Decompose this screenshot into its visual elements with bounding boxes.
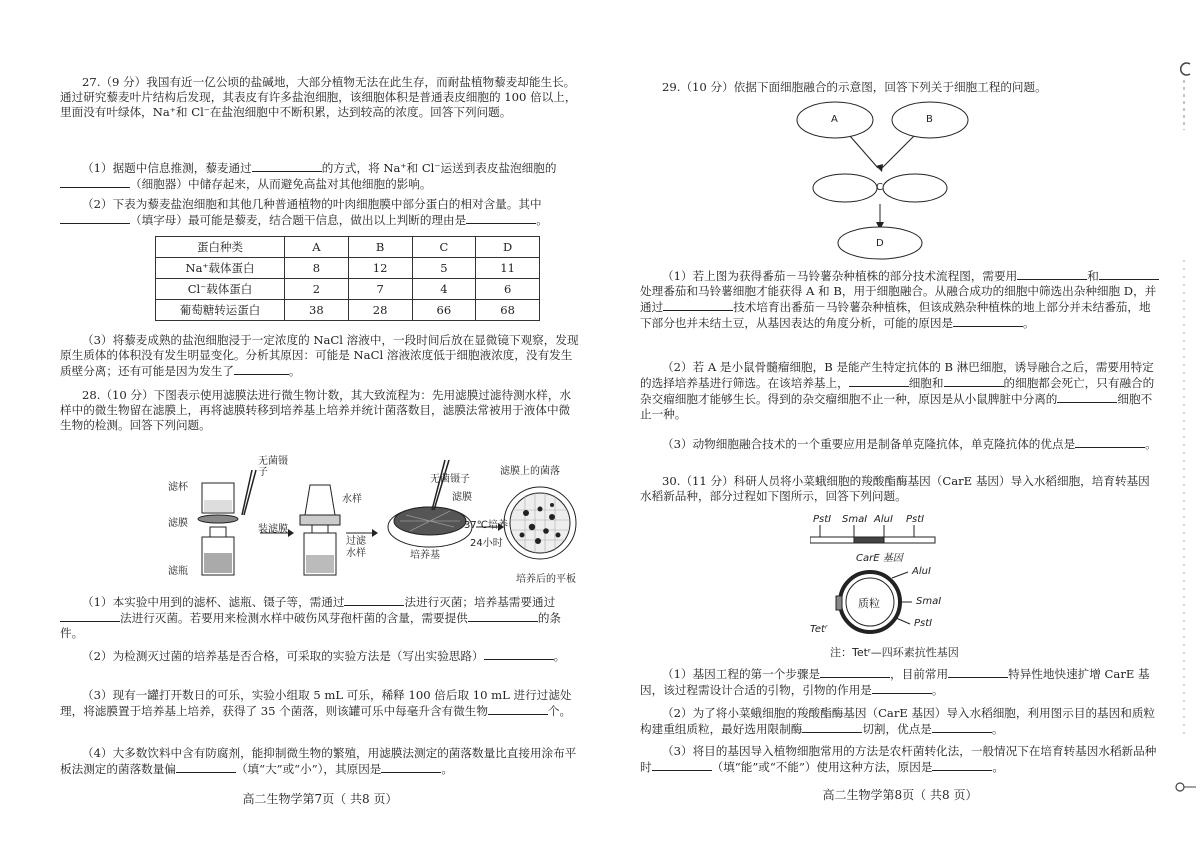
q29-part2: （2）若 A 是小鼠骨髓瘤细胞，B 是能产生特定抗体的 B 淋巴细胞，诱导融合之后，需要用特定的选择培养基进行筛选。在该培养基上， 细胞和 的细胞都会死亡，只有融合的杂交瘤细胞才能够生长。得到的杂交瘤细胞不止一种，原因是从小鼠脾脏中分离的 细胞不止一种。 xyxy=(640,360,1155,421)
plasmid-site-sma: SmaⅠ xyxy=(916,596,942,607)
answer-blank[interactable] xyxy=(1075,436,1145,448)
q30-part2: （2）为了将小菜蛾细胞的羧酸酯酶基因（CarE 基因）导入水稻细胞，利用图示目的基因和质粒构建重组质粒，最好选用限制酶 切割，优点是 。 xyxy=(640,706,1156,736)
page-footer-right: 高二生物学第8页（ 共8 页） xyxy=(822,788,978,802)
answer-blank[interactable] xyxy=(932,759,992,771)
plasmid-label: 质粒 xyxy=(858,597,880,610)
answer-blank[interactable] xyxy=(820,666,890,678)
gene-site-alu: AluⅠ xyxy=(874,514,893,525)
cell-c-left-shape xyxy=(813,174,877,202)
cell-c-right-shape xyxy=(883,174,947,202)
answer-blank[interactable] xyxy=(948,666,1008,678)
answer-blank[interactable] xyxy=(932,721,992,733)
cell-c-label: C xyxy=(876,182,883,193)
answer-blank[interactable] xyxy=(1017,268,1087,280)
label-flask: 滤瓶 xyxy=(168,566,188,577)
plasmid-site-alu: AluⅠ xyxy=(912,566,931,577)
right-page xyxy=(640,0,1160,849)
binding-hole-bottom-icon xyxy=(1176,783,1184,791)
gene-site-pst2: PstⅠ xyxy=(906,514,925,525)
answer-blank[interactable] xyxy=(60,610,120,622)
label-sterile-tweezers: 无菌镊子 xyxy=(258,456,288,478)
care-gene-figure xyxy=(810,525,940,550)
q29-intro: 29.（10 分）依据下面细胞融合的示意图，回答下列关于细胞工程的问题。 xyxy=(662,80,1047,94)
label-membrane-2: 滤膜 xyxy=(452,492,472,503)
q30-part3: （3）将目的基因导入植物细胞常用的方法是农杆菌转化法，一般情况下在培育转基因水稻新品种时 （填“能”或“不能”）使用这种方法，原因是 。 xyxy=(640,744,1157,774)
binding-hook-top-icon xyxy=(1181,63,1190,75)
care-gene-label: CarE 基因 xyxy=(856,553,903,564)
label-install-membrane: 装滤膜 xyxy=(258,524,288,535)
answer-blank[interactable] xyxy=(466,212,536,224)
table-row: Na⁺载体蛋白 8 12 5 11 xyxy=(156,258,540,279)
q27-part3: （3）将藜麦成熟的盐泡细胞浸于一定浓度的 NaCl 溶液中，一段时间后放在显微镜下观察，发现原生质体的体积没有发生明显变化。分析其原因：可能是 NaCl 溶液浓度低于细胞液浓度，没有发生质壁分离；还有可能是因为发生了 。 xyxy=(60,333,579,378)
water-funnel-shape xyxy=(305,485,335,515)
label-culture-time: 24小时 xyxy=(470,538,503,549)
q28-part1: （1）本实验中用到的滤杯、滤瓶、镊子等，需通过 法进行灭菌；培养基需要通过法进行灭菌。若要用来检测水样中破伤风芽孢杆菌的含量，需要提供 的条件。 xyxy=(60,595,562,640)
q27-part2: （2）下表为藜麦盐泡细胞和其他几种普通植物的叶肉细胞膜中部分蛋白的相对含量。其中（填字母）最可能是藜麦，结合题干信息，做出以上判断的理由是 。 xyxy=(60,197,580,228)
answer-blank[interactable] xyxy=(953,315,1023,327)
label-culture-temp: 37℃培养 xyxy=(464,520,508,531)
answer-blank[interactable] xyxy=(849,375,909,387)
q28-intro: 28.（10 分）下图表示使用滤膜法进行微生物计数，其大致流程为：先用滤膜过滤待测水样，水样中的微生物留在滤膜上，再将滤膜转移到培养基上培养并统计菌落数目，滤膜法常被用于液体中微生物的检测。回答下列问题。 xyxy=(60,388,572,432)
label-filter-1: 过滤 xyxy=(346,536,366,547)
figure-note: 注：Tetʳ—四环素抗性基因 xyxy=(830,646,959,659)
table-header-row: 蛋白种类 A B C D xyxy=(156,237,540,258)
answer-blank[interactable] xyxy=(484,648,554,660)
left-page xyxy=(60,0,580,849)
answer-blank[interactable] xyxy=(344,594,404,606)
answer-blank[interactable] xyxy=(252,160,322,172)
q30-part1: （1）基因工程的第一个步骤是 ，目前常用 特异性地快速扩增 CarE 基因，该过程需设计合适的引物，引物的作用是 。 xyxy=(640,667,1150,697)
label-colonies: 滤膜上的菌落 xyxy=(500,466,560,477)
plasmid-site-pst: PstⅠ xyxy=(914,618,933,629)
q30-intro: 30.（11 分）科研人员将小菜蛾细胞的羧酸酯酶基因（CarE 基因）导入水稻细胞，培育转基因水稻新品种，部分过程如下图所示，回答下列问题。 xyxy=(640,474,1150,503)
q27-intro: 27.（9 分）我国有近一亿公顷的盐碱地，大部分植物无法在此生存，而耐盐植物藜麦却能生长。通过研究藜麦叶片结构后发现，其表皮有许多盐泡细胞，该细胞体积是普通表皮细胞的 100 倍以上，里面没有叶绿体，Na⁺和 Cl⁻在盐泡细胞中不断积累，达到较高的浓度。回答下列问题。 xyxy=(60,75,577,119)
cell-d-label: D xyxy=(876,238,884,249)
gene-site-sma: SmaⅠ xyxy=(842,514,868,525)
cell-a-label: A xyxy=(831,114,838,125)
protein-table xyxy=(155,236,540,321)
label-sterile-tweezers-2: 无菌镊子 xyxy=(430,474,470,485)
table-row: 葡萄糖转运蛋白 38 28 66 68 xyxy=(156,300,540,321)
answer-blank[interactable] xyxy=(60,212,130,224)
q28-part4: （4）大多数饮料中含有防腐剂，能抑制微生物的繁殖，用滤膜法测定的菌落数量比直接用涂布平板法测定的菌落数量偏 （填“大”或“小”），其原因是 。 xyxy=(60,746,577,776)
q27-part1: （1）据题中信息推测，藜麦通过 的方式，将 Na⁺和 Cl⁻运送到表皮盐泡细胞的（细胞器）中储存起来，从而避免高盐对其他细胞的影响。 xyxy=(60,160,580,192)
cell-fusion-diagram xyxy=(790,100,1020,260)
page-footer-left: 高二生物学第7页（ 共8 页） xyxy=(242,792,398,806)
label-membrane: 滤膜 xyxy=(168,518,188,529)
q28-part3: （3）现有一罐打开数日的可乐，实验小组取 5 mL 可乐，稀释 100 倍后取 10 mL 进行过滤处理，将滤膜置于培养基上培养，获得了 35 个菌落，则该罐可乐中每毫升含有微生物 个。 xyxy=(60,688,572,718)
answer-blank[interactable] xyxy=(176,761,236,773)
answer-blank[interactable] xyxy=(872,682,932,694)
gene-site-pst1: PstⅠ xyxy=(813,514,832,525)
answer-blank[interactable] xyxy=(1057,391,1117,403)
answer-blank[interactable] xyxy=(488,703,548,715)
label-medium: 培养基 xyxy=(410,550,440,561)
q29-part1: （1）若上图为获得番茄－马铃薯杂种植株的部分技术流程图，需要用 和处理番茄和马铃薯细胞才能获得 A 和 B，用于细胞融合。从融合成功的细胞中筛选出杂种细胞 D，并通过 技术培育出番茄－马铃薯杂种植株，但该成熟杂种植株的地上部分并未结番茄，地下部分也并未结土豆，从基因表达的角度分析，可能的原因是 。 xyxy=(640,268,1160,331)
label-plate: 培养后的平板 xyxy=(516,574,576,585)
answer-blank[interactable] xyxy=(944,375,1004,387)
label-filter-cup: 滤杯 xyxy=(168,482,188,493)
cell-b-label: B xyxy=(926,114,933,125)
table-row: Cl⁻载体蛋白 2 7 4 6 xyxy=(156,279,540,300)
answer-blank[interactable] xyxy=(468,610,538,622)
tet-label: Tetʳ xyxy=(810,624,828,635)
q28-part2: （2）为检测灭过菌的培养基是否合格，可采取的实验方法是（写出实验思路） 。 xyxy=(82,649,566,663)
answer-blank[interactable] xyxy=(652,759,712,771)
answer-blank[interactable] xyxy=(60,176,130,188)
answer-blank[interactable] xyxy=(234,363,289,375)
label-water-sample: 水样 xyxy=(342,494,362,505)
answer-blank[interactable] xyxy=(381,761,441,773)
answer-blank[interactable] xyxy=(1099,268,1159,280)
answer-blank[interactable] xyxy=(802,721,862,733)
label-filter-2: 水样 xyxy=(346,548,366,559)
q29-part3: （3）动物细胞融合技术的一个重要应用是制备单克隆抗体，单克隆抗体的优点是 。 xyxy=(662,437,1157,451)
membrane-shape xyxy=(198,515,238,523)
binding-edge xyxy=(1160,0,1200,849)
answer-blank[interactable] xyxy=(663,299,733,311)
